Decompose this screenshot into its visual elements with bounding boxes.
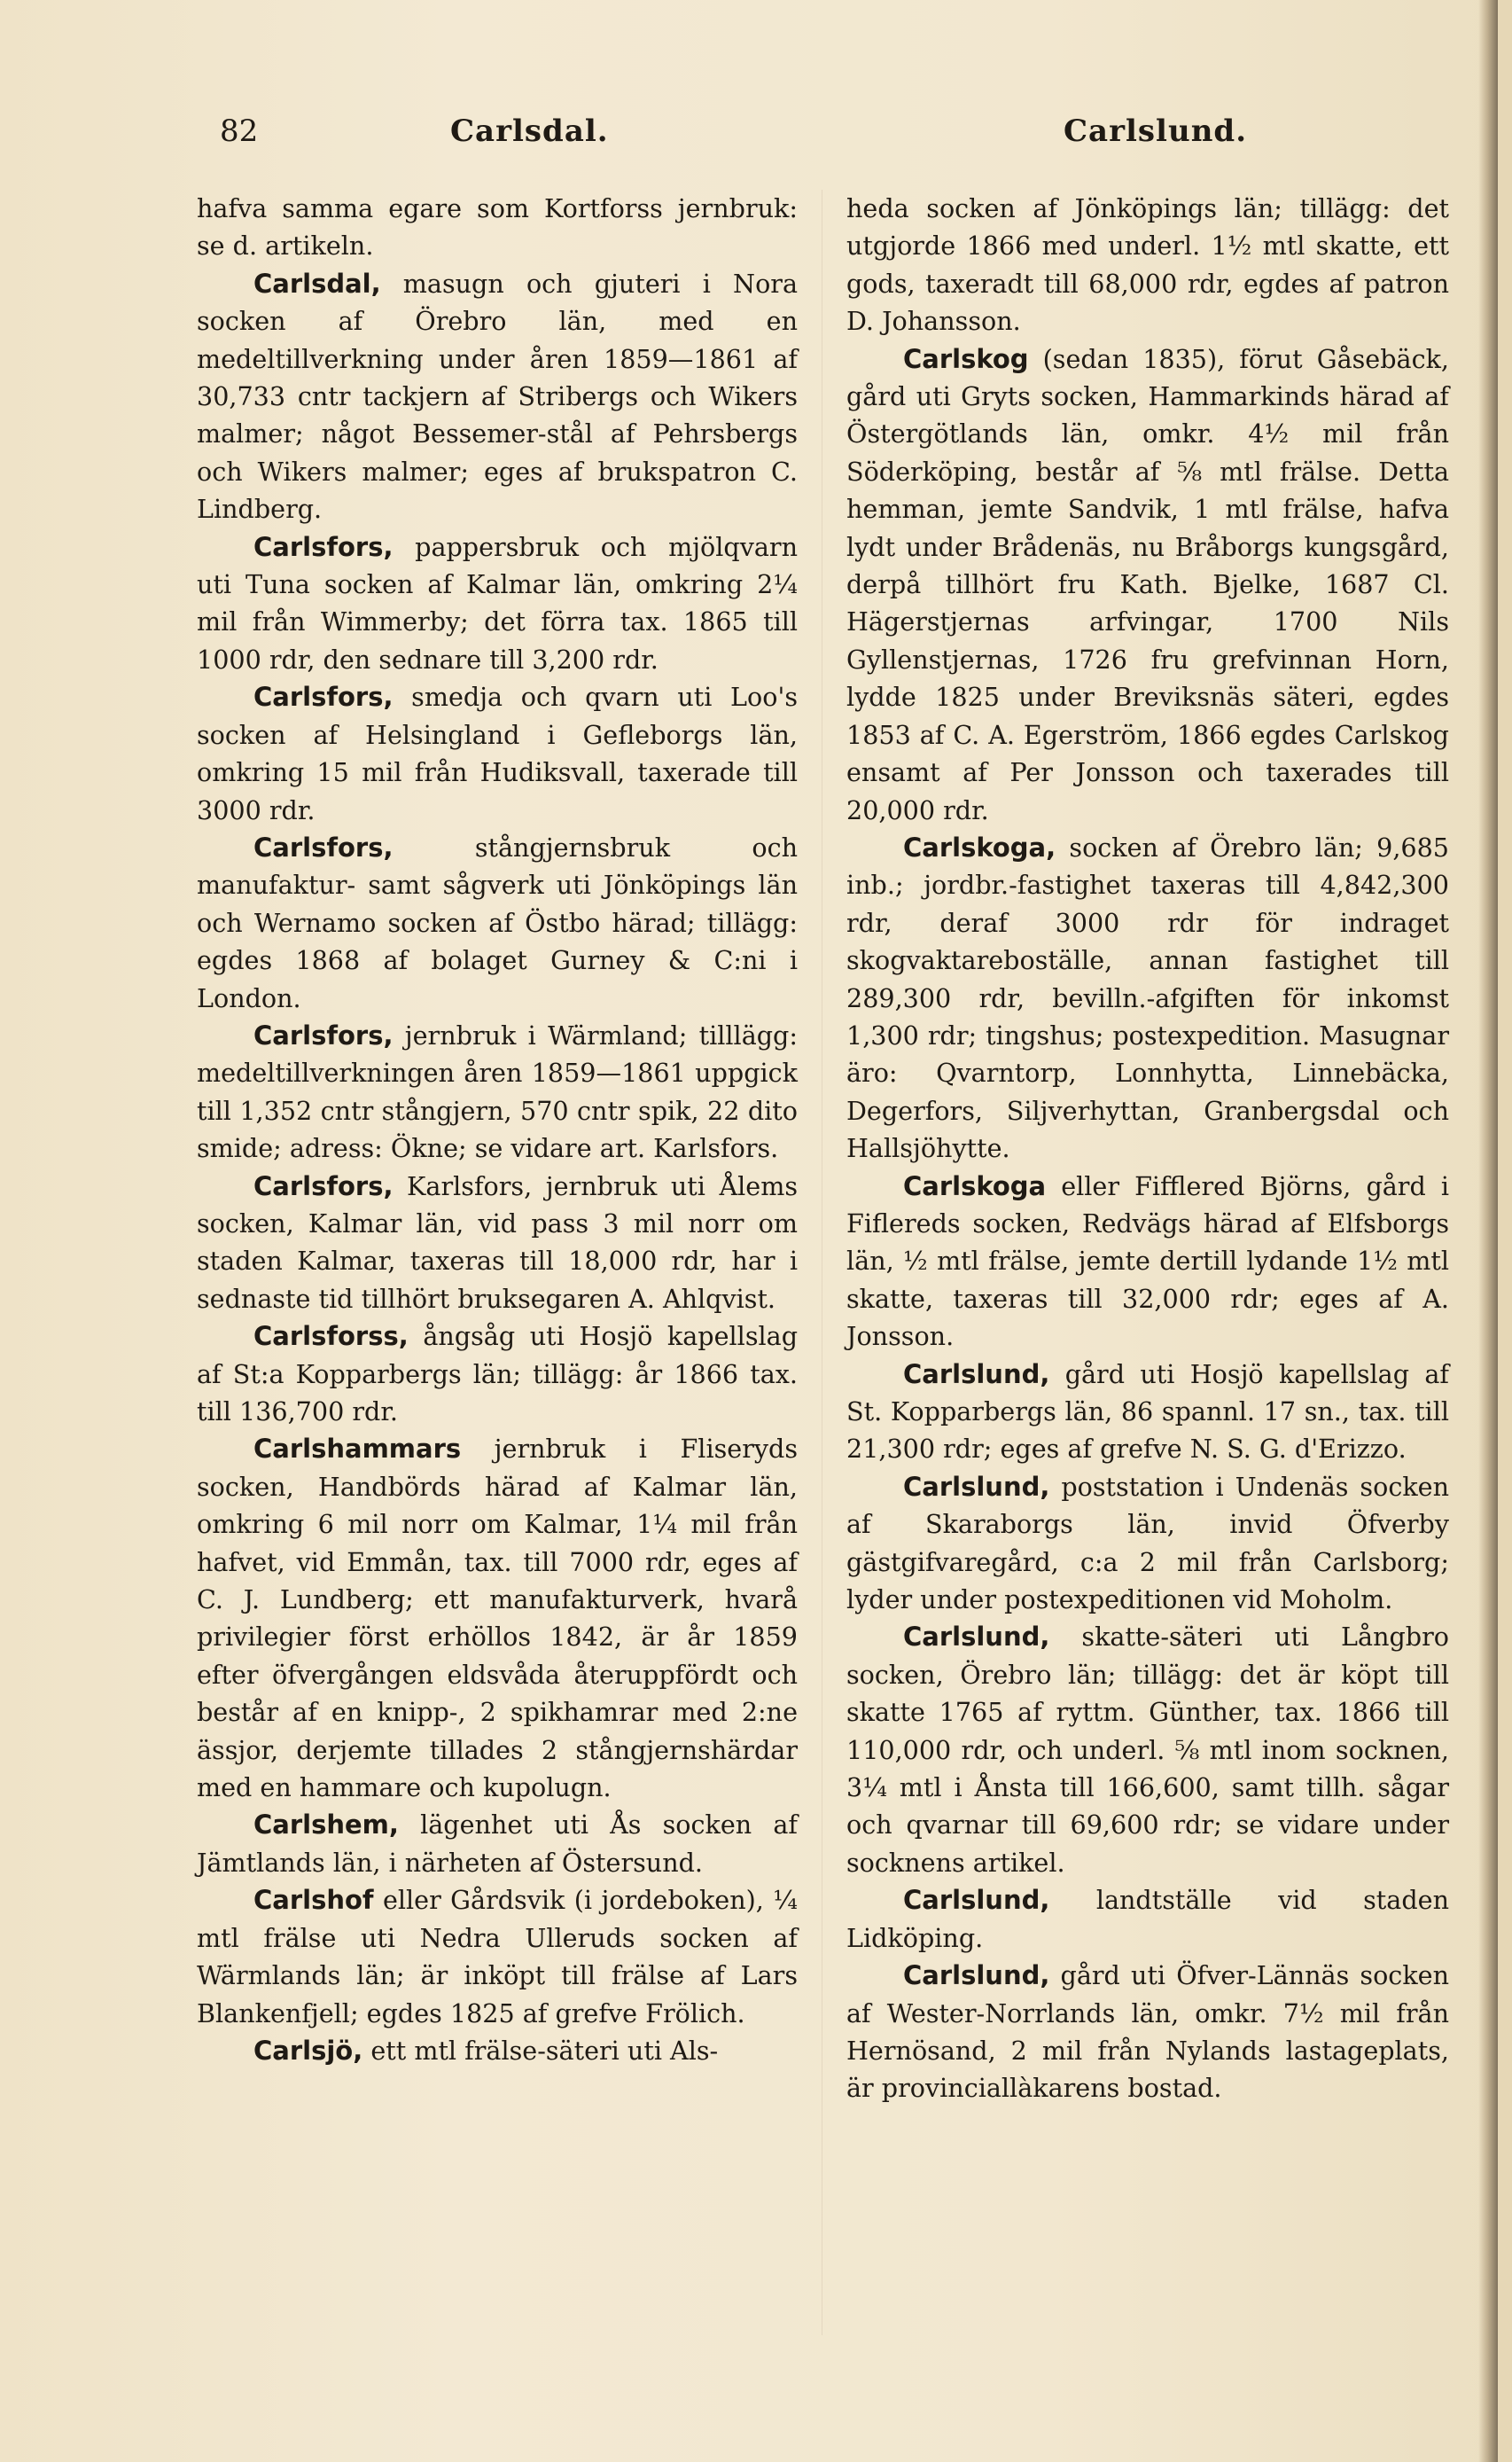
left-running-head: Carlsdal.: [450, 113, 609, 149]
dictionary-entry: [197, 829, 798, 1017]
entry-text: jernbruk i Fliseryds socken, Handbörds härad af Kalmar län, omkring 6 mil norr om Kalmar, 1¼ mil från hafvet, vid Emmån, tax. till 7000 rdr, eges af C. J. Lundberg; ett manufakturverk, hvarå privilegier först erhöllos 1842, är år 1859 efter öfvergången eldsvåda återuppfördt och består af en knipp-, 2 spikhamrar med 2:ne ässjor, derjemte tillades 2 stångjernshärdar med en hammare och kupolugn.: [197, 1434, 798, 1803]
page-number: 82: [220, 113, 259, 149]
entry-text: heda socken af Jönköpings län; tillägg: det utgjorde 1866 med underl. 1½ mtl skatte, ett gods, taxeradt till 68,000 rdr, egdes af patron D. Johansson.: [846, 193, 1449, 337]
entry-text: smedja och qvarn uti Loo's socken af Helsingland i Gefleborgs län, omkring 15 mil från Hudiksvall, taxerade till 3000 rdr.: [197, 682, 798, 825]
entry-text: landtställe vid staden Lidköping.: [846, 1885, 1449, 1953]
entry-text: poststation i Undenäs socken af Skaraborgs län, invid Öfverby gästgifvaregård, c:a 2 mil från Carlsborg; lyder under postexpeditionen vid Moholm.: [846, 1471, 1449, 1615]
dictionary-entry: [846, 1168, 1449, 1356]
entry-text: ett mtl frälse-säteri uti Als-: [362, 2035, 719, 2066]
dictionary-entry: [197, 2032, 798, 2069]
entry-text: masugn och gjuteri i Nora socken af Örebro län, med en medeltillverkning under åren 1859—1861 af 30,733 cntr tackjern af Stribergs och Wikers malmer; något Bessemer-stål af Pehrsbergs och Wikers malmer; eges af brukspatron C. Lindberg.: [197, 268, 798, 525]
dictionary-entry: [846, 1957, 1449, 2107]
entry-headword: Carlsforss,: [253, 1321, 409, 1352]
entry-text: hafva samma egare som Kortforss jernbruk: se d. artikeln.: [197, 193, 798, 262]
dictionary-entry: [197, 678, 798, 829]
entry-headword: Carlsdal,: [253, 268, 381, 299]
right-running-head: Carlslund.: [1064, 113, 1248, 149]
page-edge-shadow: [1478, 0, 1498, 2462]
entry-text: skatte-säteri uti Långbro socken, Örebro län; tillägg: det är köpt till skatte 1765 af ryttm. Günther, tax. 1866 till 110,000 rdr, och underl. ⅝ mtl inom socknen, 3¼ mtl i Ånsta till 166,600, samt tillh. sågar och qvarnar till 69,600 rdr; se vidare under socknens artikel.: [846, 1622, 1449, 1878]
dictionary-entry: [197, 1806, 798, 1881]
entry-headword: Carlslund,: [903, 1960, 1050, 1991]
dictionary-entry: [197, 1017, 798, 1168]
dictionary-entry: [846, 1881, 1449, 1957]
dictionary-entry: [197, 265, 798, 528]
entry-headword: Carlsjö,: [253, 2035, 363, 2066]
entry-headword: Carlsfors,: [253, 1020, 394, 1051]
dictionary-entry: [846, 1618, 1449, 1881]
dictionary-entry: [197, 190, 798, 265]
entry-text: stångjernsbruk och manufaktur- samt sågverk uti Jönköpings län och Wernamo socken af Östbo härad; tillägg: egdes 1868 af bolaget Gurney & C:ni i London.: [197, 832, 798, 1013]
dictionary-entry: [197, 1168, 798, 1318]
dictionary-entry: [197, 528, 798, 679]
dictionary-entry: [197, 1430, 798, 1806]
entry-headword: Carlslund,: [903, 1622, 1050, 1653]
entry-text: gård uti Öfver-Lännäs socken af Wester-Norrlands län, omkr. 7½ mil från Hernösand, 2 mil från Nylands lastageplats, är provinciallàkarens bostad.: [846, 1960, 1449, 2104]
dictionary-entry: [846, 190, 1449, 340]
entry-headword: Carlslund,: [903, 1471, 1050, 1502]
dictionary-entry: [846, 829, 1449, 1168]
dictionary-entry: [197, 1881, 798, 2032]
entry-headword: Carlsfors,: [253, 531, 394, 562]
entry-text: eller Gårdsvik (i jordeboken), ¼ mtl frälse uti Nedra Ulleruds socken af Wärmlands län; är inköpt till frälse af Lars Blankenfjell; egdes 1825 af grefve Frölich.: [197, 1885, 798, 2028]
entry-headword: Carlslund,: [903, 1885, 1050, 1916]
entry-text: (sedan 1835), förut Gåsebäck, gård uti Gryts socken, Hammarkinds härad af Östergötlands län, omkr. 4½ mil från Söderköping, består af ⅝ mtl frälse. Detta hemman, jemte Sandvik, 1 mtl frälse, hafva lydt under Brådenäs, nu Bråborgs kungsgård, derpå tillhört fru Kath. Bjelke, 1687 Cl. Hägerstjernas arfvingar, 1700 Nils Gyllenstjernas, 1726 fru grefvinnan Horn, lydde 1825 under Breviksnäs säteri, egdes 1853 af C. A. Egerström, 1866 egdes Carlskog ensamt af Per Jonsson och taxerades till 20,000 rdr.: [846, 343, 1449, 825]
running-header: [0, 113, 1498, 167]
entry-headword: Carlskog: [903, 343, 1029, 374]
entry-headword: Carlskoga,: [903, 832, 1056, 863]
entry-text: gård uti Hosjö kapellslag af St. Kopparbergs län, 86 spannl. 17 sn., tax. till 21,300 rdr; eges af grefve N. S. G. d'Erizzo.: [846, 1358, 1449, 1465]
dictionary-entry: [846, 340, 1449, 829]
entry-headword: Carlsfors,: [253, 682, 394, 713]
entry-headword: Carlshem,: [253, 1809, 399, 1841]
entry-text: jernbruk i Wärmland; tilllägg: medeltillverkningen åren 1859—1861 uppgick till 1,352 cntr stångjern, 570 cntr spik, 22 dito smide; adress: Ökne; se vidare art. Karlsfors.: [197, 1020, 798, 1164]
dictionary-entry: [846, 1356, 1449, 1468]
entry-headword: Carlsfors,: [253, 832, 394, 863]
entry-headword: Carlskoga: [903, 1170, 1047, 1201]
entry-text: ångsåg uti Hosjö kapellslag af St:a Kopparbergs län; tillägg: år 1866 tax. till 136,700 rdr.: [197, 1321, 798, 1426]
entry-text: socken af Örebro län; 9,685 inb.; jordbr.-fastighet taxeras till 4,842,300 rdr, deraf 3000 rdr för indraget skogvaktareboställe, annan fastighet till 289,300 rdr, bevilln.-afgiften för inkomst 1,300 rdr; tingshus; postexpedition. Masugnar äro: Qvarntorp, Lonnhytta, Linnebäcka, Degerfors, Siljverhyttan, Granbergsdal och Hallsjöhytte.: [846, 832, 1449, 1164]
entry-headword: Carlsfors,: [253, 1170, 394, 1201]
dictionary-entry: [197, 1317, 798, 1430]
entry-text: lägenhet uti Ås socken af Jämtlands län, i närheten af Östersund.: [197, 1809, 798, 1878]
entry-headword: Carlslund,: [903, 1358, 1050, 1389]
entry-headword: Carlshof: [253, 1885, 374, 1916]
entry-headword: Carlshammars: [253, 1434, 462, 1465]
right-column: [846, 190, 1449, 2107]
entry-text: pappersbruk och mjölqvarn uti Tuna socken af Kalmar län, omkring 2¼ mil från Wimmerby; det förra tax. 1865 till 1000 rdr, den sednare till 3,200 rdr.: [197, 531, 798, 675]
entry-text: Karlsfors, jernbruk uti Ålems socken, Kalmar län, vid pass 3 mil norr om staden Kalmar, taxeras till 18,000 rdr, har i sednaste tid tillhört bruksegaren A. Ahlqvist.: [197, 1170, 798, 1314]
dictionary-entry: [846, 1468, 1449, 1619]
entry-text: eller Fifflered Björns, gård i Fiflereds socken, Redvägs härad af Elfsborgs län, ½ mtl frälse, jemte dertill lydande 1½ mtl skatte, taxeras till 32,000 rdr; eges af A. Jonsson.: [846, 1170, 1449, 1352]
left-column: [197, 190, 798, 2069]
